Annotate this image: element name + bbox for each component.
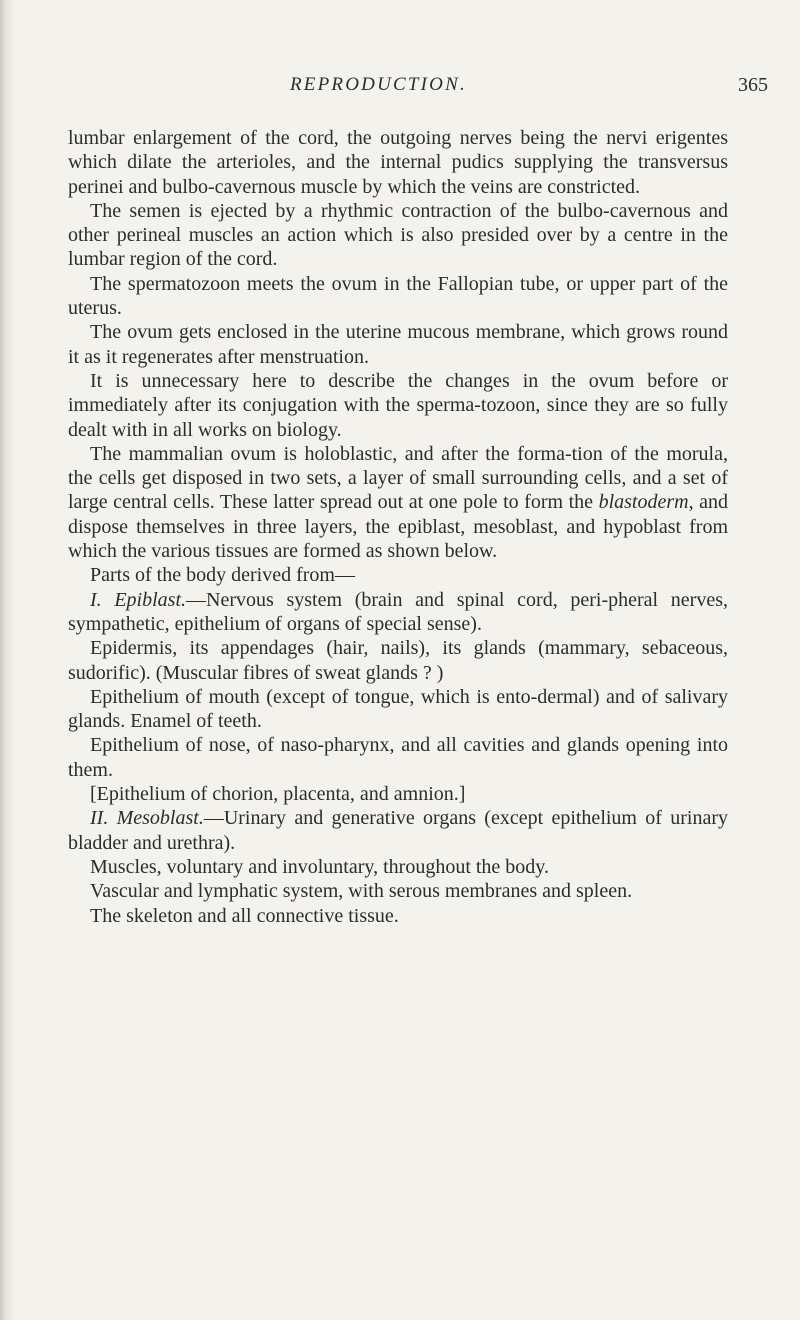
paragraph-spermatozoon: The spermatozoon meets the ovum in the Fallopian tube, or upper part of the uterus. [68,272,728,320]
paragraph-epiblast: I. Epiblast.—Nervous system (brain and spinal cord, peri-pheral nerves, sympathetic, epithelium of organs of special sense). [68,588,728,635]
page-header [0,74,800,104]
paragraph-mesoblast: II. Mesoblast.—Urinary and generative organs (except epithelium of urinary bladder and urethra). [68,807,728,854]
paragraph-epidermis: Epidermis, its appendages (hair, nails), its glands (mammary, sebaceous, sudorific). (Muscular fibres of sweat glands ? ) [68,637,728,684]
paragraph-mammalian-ovum: The mammalian ovum is holoblastic, and after the forma-tion of the morula, the cells get disposed in two sets, a layer of small surrounding cells, and a set of large central cells. These latter spread out at one pole to form the blastoderm, and dispose themselves in three layers, the epiblast, mesoblast, and hypoblast from which the various tissues are formed as shown below. [68,442,728,563]
page-number: 365 [738,74,768,96]
paragraph-skeleton: The skeleton and all connective tissue. [90,904,399,927]
paragraph-muscles: Muscles, voluntary and involuntary, throughout the body. [90,855,550,878]
paragraph-vascular: Vascular and lymphatic system, with serous membranes and spleen. [90,880,633,903]
body-text [68,126,728,928]
paragraph-unnecessary: It is unnecessary here to describe the changes in the ovum before or immediately after its conjugation with the sperma-tozoon, since they are so fully dealt with in all works on biology. [68,369,728,441]
running-head: REPRODUCTION. [290,74,467,95]
paragraph-epithelium-chorion: [Epithelium of chorion, placenta, and amnion.] [90,783,466,806]
paragraph-semen: The semen is ejected by a rhythmic contraction of the bulbo-cavernous and other perineal muscles an action which is also presided over by a centre in the lumbar region of the cord. [68,199,728,271]
paragraph-epithelium-mouth: Epithelium of mouth (except of tongue, which is ento-dermal) and of salivary glands. Enamel of teeth. [68,685,728,733]
paragraph-parts-heading: Parts of the body derived from— [90,564,355,587]
paragraph-ovum-enclosed: The ovum gets enclosed in the uterine mucous membrane, which grows round it as it regenerates after menstruation. [68,321,728,368]
paragraph-continuation: lumbar enlargement of the cord, the outgoing nerves being the nervi erigentes which dilate the arterioles, and the internal pudics supplying the transversus perinei and bulbo-cavernous muscle by which the veins are constricted. [68,127,728,198]
binding-shadow [0,0,14,1320]
paragraph-epithelium-nose: Epithelium of nose, of naso-pharynx, and all cavities and glands opening into them. [68,734,728,781]
